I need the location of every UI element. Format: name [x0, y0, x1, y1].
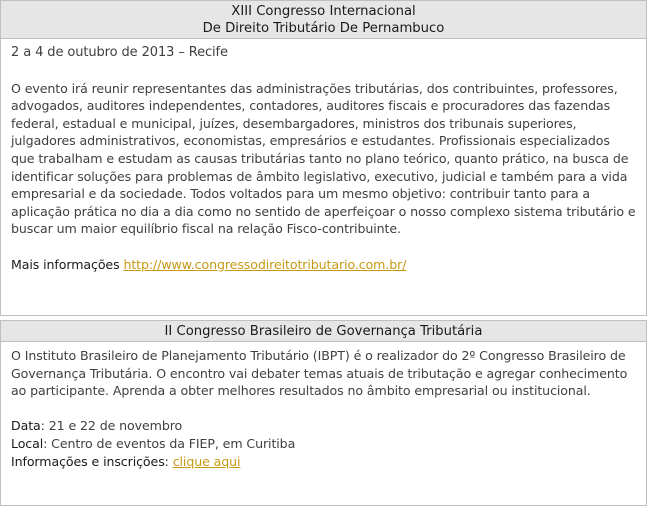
event-info-line [11, 453, 636, 471]
date-label: Data [11, 418, 41, 434]
event-title-line2: De Direito Tributário De Pernambuco [202, 21, 445, 36]
event-header [1, 321, 646, 342]
spacer [11, 238, 636, 256]
event-description: O Instituto Brasileiro de Planejamento Tributário (IBPT) é o realizador do 2º Congresso Brasileiro de Governança Tributária. O encontro vai debater temas atuais de tributação e agregar conhecimento ao participante. Aprenda a obter melhores resultados no âmbito empresarial ou institucional. [11, 348, 628, 399]
spacer [11, 62, 636, 80]
date-value: : 21 e 22 de novembro [40, 418, 183, 434]
event-date-line [11, 417, 636, 435]
local-label: Local [11, 435, 44, 451]
spacer [11, 400, 636, 418]
info-separator: : [164, 453, 173, 469]
more-info-label: Mais informações [11, 256, 120, 272]
info-label: Informações e inscrições [11, 453, 165, 469]
more-info-link[interactable]: http://www.congressodireitotributario.com.br/ [123, 256, 407, 272]
event-header [1, 1, 646, 39]
local-value: : Centro de eventos da FIEP, em Curitiba [43, 435, 296, 451]
event-card-governanca-tributaria [0, 320, 647, 506]
event-date: 2 a 4 de outubro de 2013 – Recife [11, 45, 228, 60]
event-body [1, 39, 646, 315]
event-description: O evento irá reunir representantes das administrações tributárias, dos contribuintes, professores, advogados, auditores independentes, contadores, auditores fiscais e procuradores das fazendas federal, estadual e municipal, juízes, desembargadores, ministros dos tribunais superiores, julgadores administrativos, economistas, empresários e estudantes. Profissionais especializados que trabalham e estudam as causas tributárias tanto no plano teórico, quanto prático, na busca de identificar soluções para problemas de âmbito legislativo, executivo, judicial e também para a vida empresarial e da sociedade. Todos voltados para um mesmo objetivo: contribuir tanto para a aplicação prática no dia a dia como no sentido de aperfeiçoar o nosso complexo sistema tributário e buscar um maior equilíbrio fiscal na relação Fisco-contribuinte. [11, 80, 636, 237]
event-title-line1: XIII Congresso Internacional [231, 4, 416, 19]
event-title: II Congresso Brasileiro de Governança Tributária [164, 324, 483, 339]
event-local-line [11, 435, 636, 453]
more-info-line [11, 256, 636, 274]
register-link[interactable]: clique aqui [172, 453, 241, 469]
event-body [1, 342, 646, 505]
